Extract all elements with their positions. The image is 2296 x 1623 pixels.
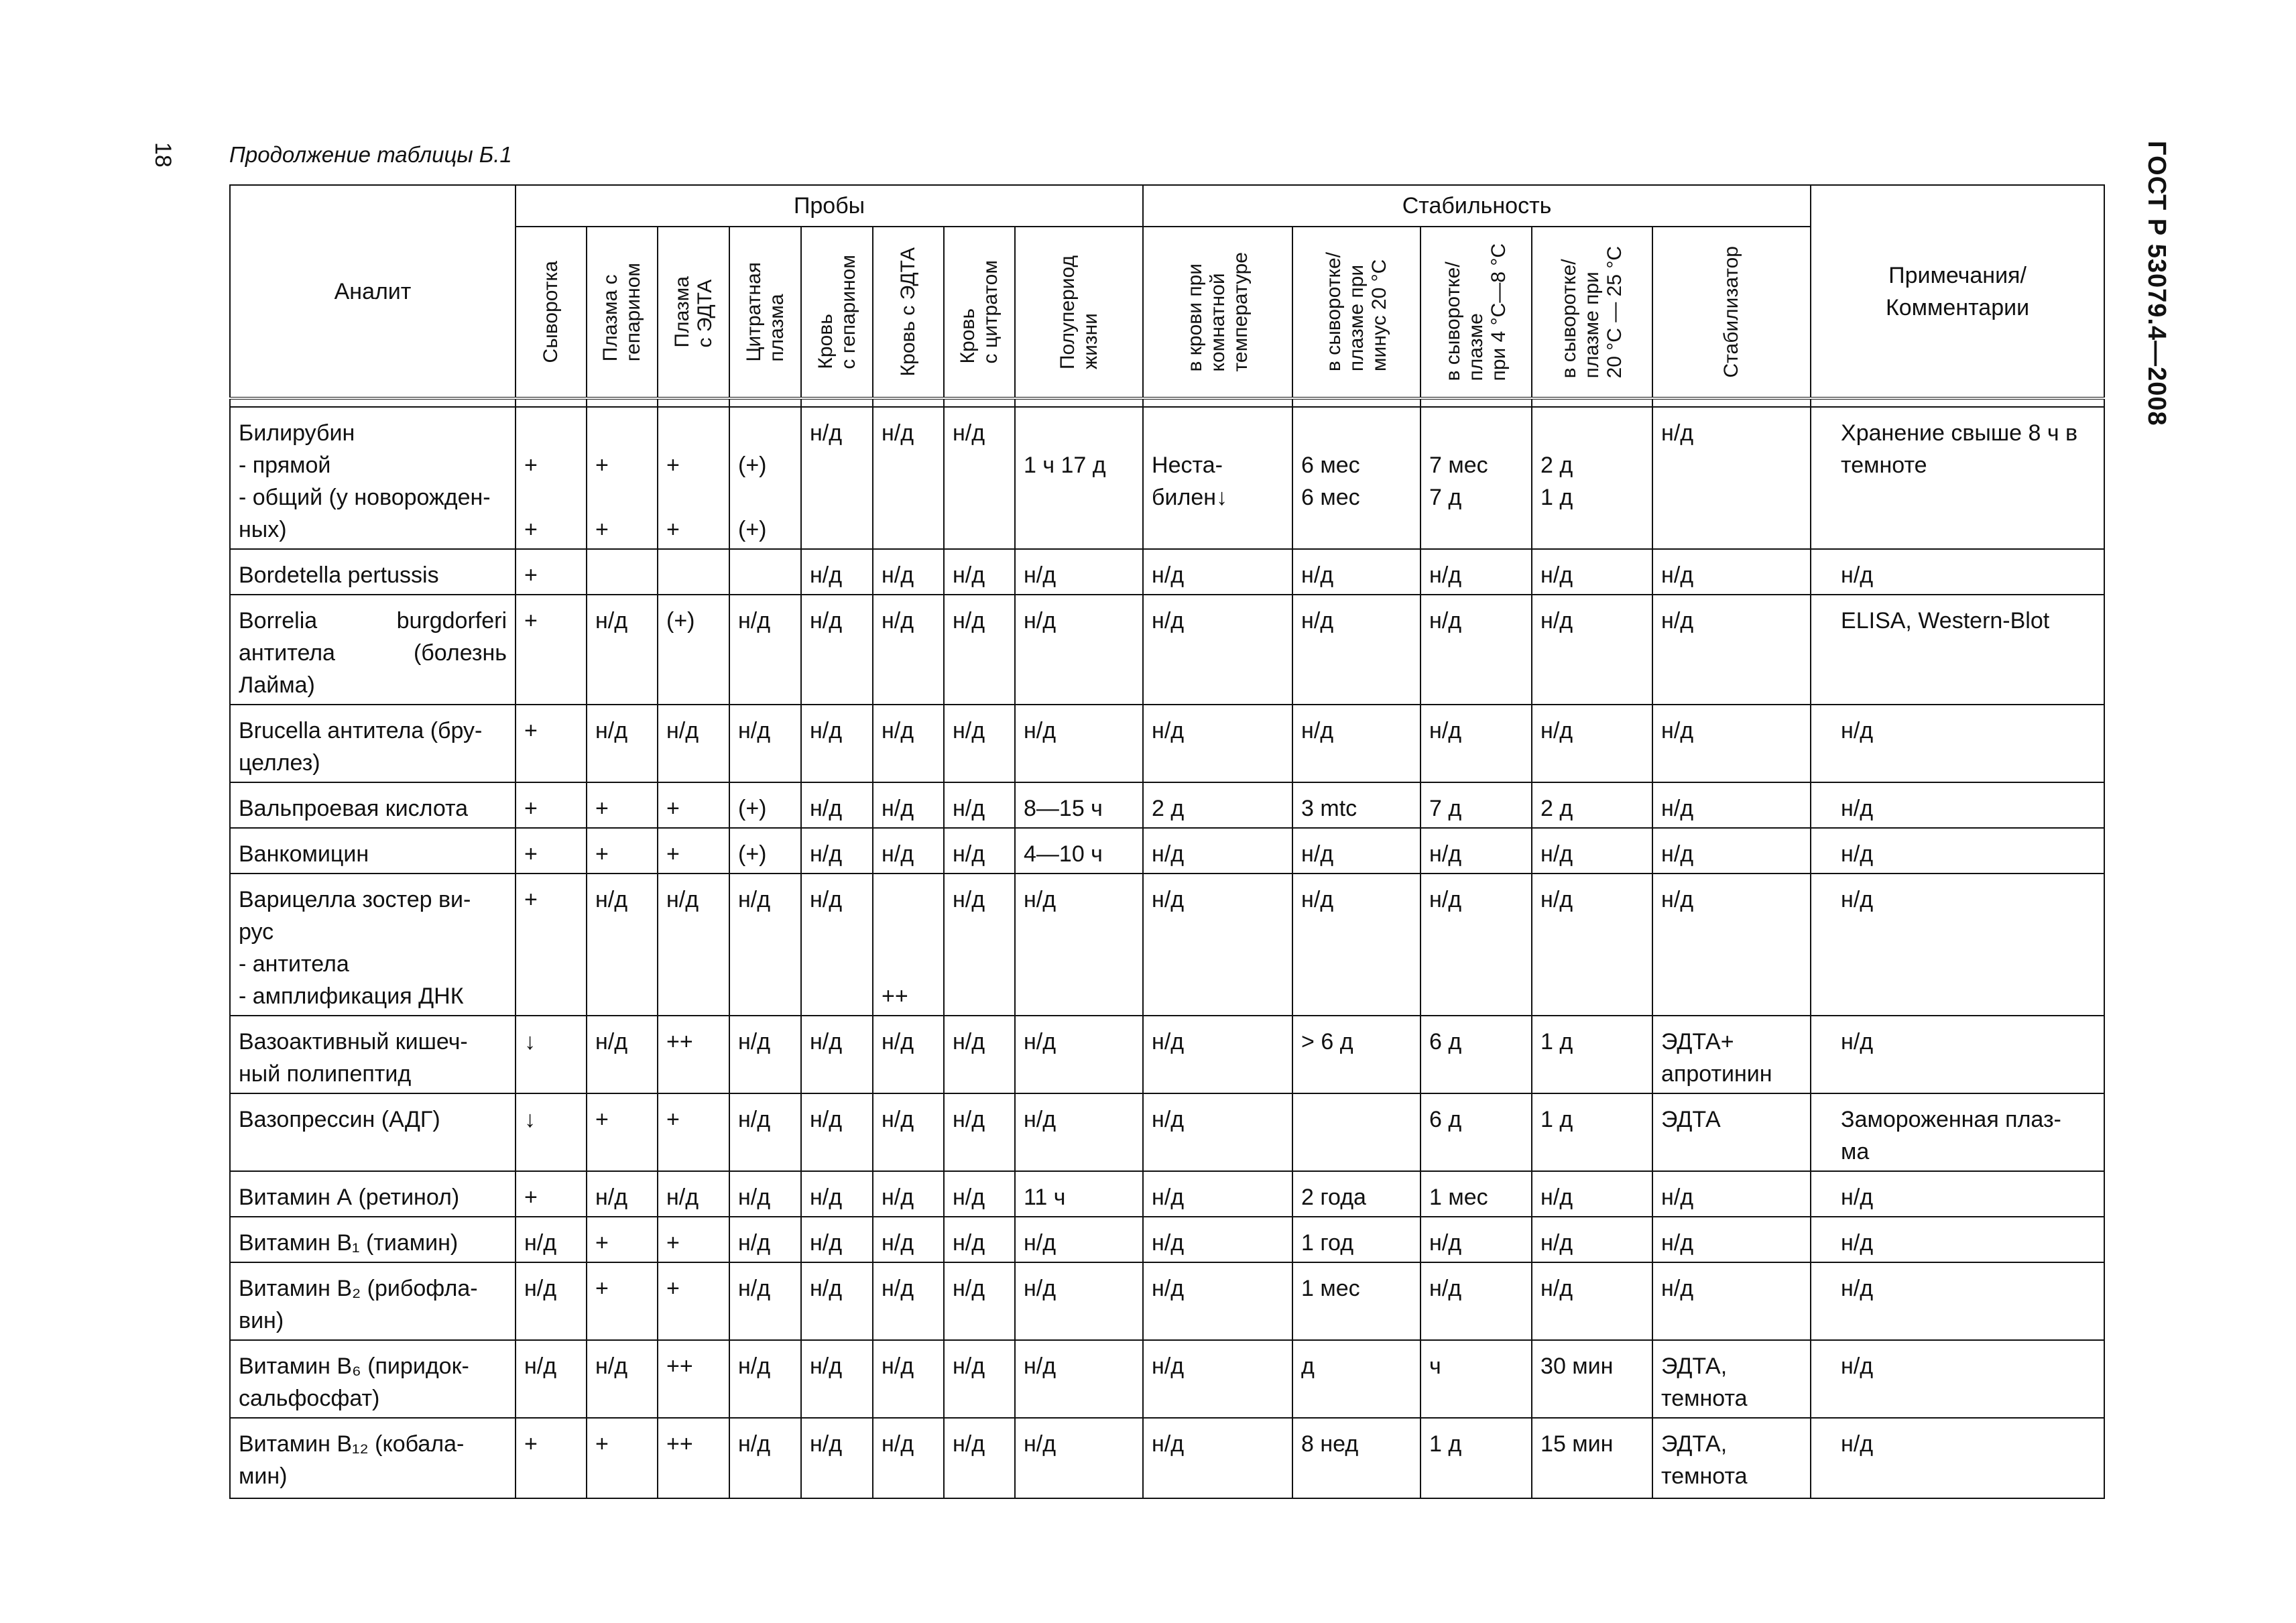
value-cell: (+) <box>658 595 729 705</box>
value-cell: н/д <box>801 595 873 705</box>
value-cell: н/д <box>873 705 944 782</box>
value-cell: н/д <box>944 549 1015 595</box>
value-cell: н/д <box>801 407 873 549</box>
value-cell: + + <box>658 407 729 549</box>
value-cell: н/д <box>1143 1016 1292 1093</box>
value-cell: н/д <box>873 549 944 595</box>
table-row <box>230 1418 2104 1498</box>
table-row <box>230 407 2104 549</box>
value-cell: н/д <box>801 1262 873 1340</box>
value-cell: н/д <box>1015 549 1143 595</box>
header-sample-col: Плазма с гепарином <box>587 227 658 398</box>
value-cell: 1 д <box>1532 1016 1652 1093</box>
analyte-cell: Витамин B₁₂ (кобала- мин) <box>230 1418 516 1498</box>
value-cell: н/д <box>873 595 944 705</box>
value-cell: н/д <box>1421 705 1532 782</box>
notes-cell: н/д <box>1811 1418 2104 1498</box>
value-cell: н/д <box>587 705 658 782</box>
value-cell: н/д <box>1015 595 1143 705</box>
analyte-cell: Brucella антитела (бру- целлез) <box>230 705 516 782</box>
value-cell: н/д <box>1652 407 1811 549</box>
header-stability-col: Стабилизатор <box>1652 227 1811 398</box>
header-stability-col: в крови при комнатной температуре <box>1143 227 1292 398</box>
value-cell: н/д <box>873 1340 944 1418</box>
value-cell: ч <box>1421 1340 1532 1418</box>
value-cell: + <box>516 1171 587 1217</box>
header-separator <box>230 398 2104 407</box>
value-cell: н/д <box>801 874 873 1016</box>
value-cell: 8 нед <box>1292 1418 1421 1498</box>
value-cell: 7 мес 7 д <box>1421 407 1532 549</box>
value-cell: н/д <box>1652 1171 1811 1217</box>
value-cell: 1 мес <box>1292 1262 1421 1340</box>
value-cell: 11 ч <box>1015 1171 1143 1217</box>
header-sample-col: Кровь с гепарином <box>801 227 873 398</box>
notes-cell: н/д <box>1811 705 2104 782</box>
header-stability-col: в сыворотке/ плазме при 20 °С — 25 °С <box>1532 227 1652 398</box>
table-row <box>230 1340 2104 1418</box>
value-cell: н/д <box>801 1016 873 1093</box>
value-cell: ++ <box>658 1418 729 1498</box>
analyte-cell: Витамин А (ретинол) <box>230 1171 516 1217</box>
value-cell: н/д <box>1015 705 1143 782</box>
value-cell: н/д <box>801 1340 873 1418</box>
analyte-cell: Витамин B₂ (рибофла- вин) <box>230 1262 516 1340</box>
value-cell: н/д <box>1292 549 1421 595</box>
header-stability-group: Стабильность <box>1143 185 1811 227</box>
value-cell: н/д <box>1143 874 1292 1016</box>
analyte-cell: Вазопрессин (АДГ) <box>230 1093 516 1171</box>
value-cell: н/д <box>1532 1217 1652 1262</box>
value-cell: (+) (+) <box>729 407 801 549</box>
value-cell: н/д <box>944 407 1015 549</box>
value-cell: н/д <box>801 1418 873 1498</box>
table-row <box>230 705 2104 782</box>
value-cell: н/д <box>1652 549 1811 595</box>
value-cell: н/д <box>873 828 944 874</box>
value-cell: 1 д <box>1421 1418 1532 1498</box>
table-row <box>230 782 2104 828</box>
value-cell: ЭДТА, темнота <box>1652 1418 1811 1498</box>
value-cell: н/д <box>873 1016 944 1093</box>
table-row <box>230 595 2104 705</box>
table-row <box>230 828 2104 874</box>
value-cell: + <box>516 874 587 1016</box>
analyte-cell: Ванкомицин <box>230 828 516 874</box>
page-number: 18 <box>150 142 176 168</box>
notes-cell: ELISA, Western-Blot <box>1811 595 2104 705</box>
value-cell: н/д <box>1143 828 1292 874</box>
table-row <box>230 1171 2104 1217</box>
value-cell: н/д <box>873 1262 944 1340</box>
value-cell: н/д <box>1292 874 1421 1016</box>
header-notes: Примечания/ Комментарии <box>1811 185 2104 398</box>
value-cell: н/д <box>1143 1340 1292 1418</box>
value-cell: н/д <box>1015 1016 1143 1093</box>
value-cell: н/д <box>801 828 873 874</box>
notes-cell: н/д <box>1811 1016 2104 1093</box>
value-cell: (+) <box>729 828 801 874</box>
value-cell: н/д <box>944 828 1015 874</box>
value-cell: н/д <box>944 1262 1015 1340</box>
value-cell: н/д <box>1652 1262 1811 1340</box>
value-cell: н/д <box>873 782 944 828</box>
value-cell: + + <box>516 407 587 549</box>
value-cell: н/д <box>1652 1217 1811 1262</box>
value-cell: н/д <box>1652 874 1811 1016</box>
value-cell: н/д <box>1143 1093 1292 1171</box>
value-cell: + <box>658 1217 729 1262</box>
value-cell: н/д <box>1015 1418 1143 1498</box>
value-cell: + <box>587 782 658 828</box>
value-cell: н/д <box>801 549 873 595</box>
table-row <box>230 874 2104 1016</box>
value-cell: н/д <box>944 1016 1015 1093</box>
value-cell: н/д <box>873 1093 944 1171</box>
value-cell: н/д <box>1143 549 1292 595</box>
value-cell: + <box>516 1418 587 1498</box>
value-cell: 3 mtc <box>1292 782 1421 828</box>
analyte-cell: Вальпроевая кислота <box>230 782 516 828</box>
value-cell: н/д <box>1532 705 1652 782</box>
value-cell: н/д <box>1292 595 1421 705</box>
value-cell: + <box>587 1093 658 1171</box>
value-cell: н/д <box>587 595 658 705</box>
value-cell: ЭДТА+ апротинин <box>1652 1016 1811 1093</box>
value-cell: н/д <box>1652 595 1811 705</box>
value-cell: + <box>516 782 587 828</box>
value-cell: ЭДТА, темнота <box>1652 1340 1811 1418</box>
value-cell: + <box>516 549 587 595</box>
value-cell: н/д <box>658 1171 729 1217</box>
value-cell: 1 год <box>1292 1217 1421 1262</box>
value-cell: н/д <box>1652 828 1811 874</box>
value-cell: н/д <box>1652 705 1811 782</box>
value-cell: 1 д <box>1532 1093 1652 1171</box>
value-cell: н/д <box>944 874 1015 1016</box>
analyte-cell: Borrelia burgdorferi антитела (болезнь Лайма) <box>230 595 516 705</box>
value-cell: > 6 д <box>1292 1016 1421 1093</box>
value-cell: н/д <box>729 1262 801 1340</box>
value-cell: н/д <box>944 1093 1015 1171</box>
value-cell: н/д <box>944 782 1015 828</box>
value-cell: н/д <box>729 1016 801 1093</box>
value-cell: 6 д <box>1421 1016 1532 1093</box>
value-cell: 8—15 ч <box>1015 782 1143 828</box>
value-cell: ЭДТА <box>1652 1093 1811 1171</box>
value-cell: + <box>516 705 587 782</box>
value-cell: н/д <box>729 705 801 782</box>
value-cell: д <box>1292 1340 1421 1418</box>
header-sample-col: Сыворотка <box>516 227 587 398</box>
value-cell: 1 мес <box>1421 1171 1532 1217</box>
notes-cell: н/д <box>1811 874 2104 1016</box>
value-cell: 30 мин <box>1532 1340 1652 1418</box>
value-cell: н/д <box>658 705 729 782</box>
table-caption: Продолжение таблицы Б.1 <box>229 142 512 167</box>
value-cell: (+) <box>729 782 801 828</box>
value-cell: ↓ <box>516 1016 587 1093</box>
value-cell: н/д <box>944 1217 1015 1262</box>
analyte-cell: Витамин B₆ (пиридок- сальфосфат) <box>230 1340 516 1418</box>
value-cell: н/д <box>944 1340 1015 1418</box>
value-cell: н/д <box>1652 782 1811 828</box>
value-cell: + <box>658 1093 729 1171</box>
value-cell: н/д <box>944 1171 1015 1217</box>
value-cell: н/д <box>1292 828 1421 874</box>
value-cell: н/д <box>801 782 873 828</box>
value-cell: н/д <box>1532 595 1652 705</box>
value-cell: 2 д <box>1532 782 1652 828</box>
header-stability-col: в сыворотке/ плазме при 4 °С—8 °С <box>1421 227 1532 398</box>
value-cell <box>1292 1093 1421 1171</box>
value-cell: ↓ <box>516 1093 587 1171</box>
header-samples-group: Пробы <box>516 185 1143 227</box>
value-cell: + <box>516 595 587 705</box>
value-cell: н/д <box>1143 1171 1292 1217</box>
notes-cell: н/д <box>1811 1217 2104 1262</box>
header-stability-col: в сыворотке/ плазме при минус 20 °С <box>1292 227 1421 398</box>
value-cell: н/д <box>587 874 658 1016</box>
value-cell: 2 д <box>1143 782 1292 828</box>
analyte-cell: Билирубин - прямой - общий (у новорожден- ных) <box>230 407 516 549</box>
value-cell: н/д <box>1015 1262 1143 1340</box>
value-cell: Неста- билен↓ <box>1143 407 1292 549</box>
table-row <box>230 1016 2104 1093</box>
value-cell: н/д <box>1532 828 1652 874</box>
value-cell: н/д <box>1421 1262 1532 1340</box>
table-row <box>230 1217 2104 1262</box>
value-cell: н/д <box>1015 874 1143 1016</box>
value-cell: н/д <box>944 705 1015 782</box>
value-cell: н/д <box>801 705 873 782</box>
value-cell: н/д <box>516 1340 587 1418</box>
table-row <box>230 549 2104 595</box>
value-cell <box>729 549 801 595</box>
header-sample-col: Плазма с ЭДТА <box>658 227 729 398</box>
value-cell: н/д <box>1421 595 1532 705</box>
value-cell: н/д <box>873 1418 944 1498</box>
value-cell: н/д <box>1421 828 1532 874</box>
value-cell: + <box>587 1217 658 1262</box>
value-cell: н/д <box>873 407 944 549</box>
header-analyte: Аналит <box>230 185 516 398</box>
value-cell: + <box>658 828 729 874</box>
value-cell: н/д <box>1532 1262 1652 1340</box>
value-cell: н/д <box>658 874 729 1016</box>
value-cell <box>658 549 729 595</box>
value-cell: н/д <box>1143 705 1292 782</box>
notes-cell: н/д <box>1811 782 2104 828</box>
value-cell: + <box>587 828 658 874</box>
notes-cell: н/д <box>1811 1262 2104 1340</box>
value-cell: н/д <box>729 874 801 1016</box>
header-sample-col: Полупериод жизни <box>1015 227 1143 398</box>
value-cell <box>587 549 658 595</box>
value-cell: + <box>587 1418 658 1498</box>
value-cell: + <box>516 828 587 874</box>
value-cell: н/д <box>873 1217 944 1262</box>
value-cell: ++ <box>658 1340 729 1418</box>
value-cell: + + <box>587 407 658 549</box>
analyte-cell: Вазоактивный кишеч- ный полипептид <box>230 1016 516 1093</box>
value-cell: н/д <box>801 1171 873 1217</box>
notes-cell: Замороженная плаз- ма <box>1811 1093 2104 1171</box>
value-cell: 6 д <box>1421 1093 1532 1171</box>
value-cell: н/д <box>873 1171 944 1217</box>
notes-cell: н/д <box>1811 1171 2104 1217</box>
value-cell: н/д <box>1421 549 1532 595</box>
table-row <box>230 1093 2104 1171</box>
value-cell: ++ <box>658 1016 729 1093</box>
value-cell: н/д <box>1421 874 1532 1016</box>
analyte-table <box>229 184 2105 1499</box>
analyte-cell: Витамин B₁ (тиамин) <box>230 1217 516 1262</box>
value-cell: н/д <box>587 1016 658 1093</box>
value-cell: 2 д 1 д <box>1532 407 1652 549</box>
header-sample-col: Кровь с ЭДТА <box>873 227 944 398</box>
value-cell: н/д <box>1532 874 1652 1016</box>
value-cell: н/д <box>587 1171 658 1217</box>
value-cell: + <box>658 782 729 828</box>
value-cell: н/д <box>1143 595 1292 705</box>
value-cell: + <box>658 1262 729 1340</box>
value-cell: н/д <box>516 1262 587 1340</box>
notes-cell: н/д <box>1811 549 2104 595</box>
value-cell: 1 ч 17 д <box>1015 407 1143 549</box>
value-cell: + <box>587 1262 658 1340</box>
value-cell: н/д <box>587 1340 658 1418</box>
value-cell: н/д <box>1015 1093 1143 1171</box>
table-body <box>230 398 2104 1498</box>
value-cell: н/д <box>729 1418 801 1498</box>
value-cell: н/д <box>801 1093 873 1171</box>
value-cell: н/д <box>1421 1217 1532 1262</box>
value-cell: 15 мин <box>1532 1418 1652 1498</box>
standard-designation: ГОСТ Р 53079.4—2008 <box>2142 141 2171 426</box>
header-sample-col: Кровь с цитратом <box>944 227 1015 398</box>
notes-cell: Хранение свыше 8 ч в темноте <box>1811 407 2104 549</box>
value-cell: н/д <box>944 1418 1015 1498</box>
value-cell: 7 д <box>1421 782 1532 828</box>
value-cell: н/д <box>729 1217 801 1262</box>
value-cell: н/д <box>729 1093 801 1171</box>
value-cell: н/д <box>729 595 801 705</box>
value-cell: н/д <box>1532 549 1652 595</box>
value-cell: н/д <box>729 1171 801 1217</box>
value-cell: н/д <box>801 1217 873 1262</box>
table-row <box>230 1262 2104 1340</box>
value-cell: н/д <box>1143 1418 1292 1498</box>
value-cell: н/д <box>516 1217 587 1262</box>
value-cell: 2 года <box>1292 1171 1421 1217</box>
analyte-cell: Bordetella pertussis <box>230 549 516 595</box>
value-cell: н/д <box>944 595 1015 705</box>
header-sample-col: Цитратная плазма <box>729 227 801 398</box>
value-cell: н/д <box>1015 1217 1143 1262</box>
analyte-cell: Варицелла зостер ви- рус - антитела - амплификация ДНК <box>230 874 516 1016</box>
value-cell: н/д <box>1143 1217 1292 1262</box>
notes-cell: н/д <box>1811 828 2104 874</box>
value-cell: 6 мес 6 мес <box>1292 407 1421 549</box>
value-cell: н/д <box>1143 1262 1292 1340</box>
notes-cell: н/д <box>1811 1340 2104 1418</box>
value-cell: н/д <box>1015 1340 1143 1418</box>
value-cell: н/д <box>729 1340 801 1418</box>
value-cell: н/д <box>1532 1171 1652 1217</box>
value-cell: 4—10 ч <box>1015 828 1143 874</box>
value-cell: н/д <box>1292 705 1421 782</box>
value-cell: ++ <box>873 874 944 1016</box>
